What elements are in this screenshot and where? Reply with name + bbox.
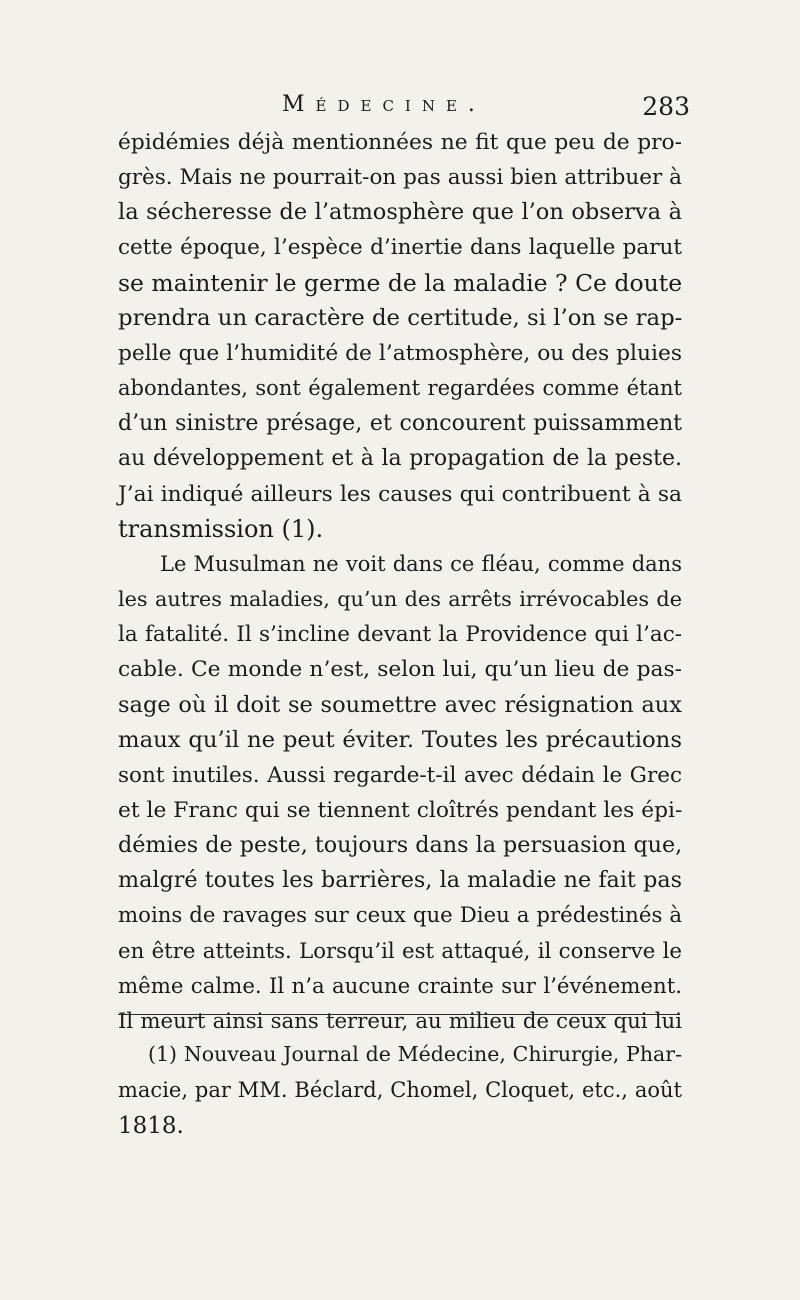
text-line: malgré toutes les barrières, la maladie ne fait pas (118, 867, 682, 894)
text-line: sont inutiles. Aussi regarde-t-il avec dédain le Grec (118, 762, 682, 788)
text-line: d’un sinistre présage, et concourent puissamment (118, 411, 682, 437)
text-line: Il meurt ainsi sans terreur, au milieu de ceux qui lui (118, 1008, 682, 1034)
footnote-line: 1818. (118, 1113, 184, 1139)
text-line: prendra un caractère de certitude, si l’on se rap- (118, 304, 683, 331)
footnote-line: (1) Nouveau Journal de Médecine, Chirurgie, Phar- (148, 1042, 682, 1066)
footnote (118, 1036, 682, 1144)
running-title: Médecine. (282, 92, 486, 117)
text-line: moins de ravages sur ceux que Dieu a prédestinés à (118, 903, 682, 929)
text-line: les autres maladies, qu’un des arrêts irrévocables de (118, 587, 682, 612)
text-line: J’ai indiqué ailleurs les causes qui contribuent à sa (118, 481, 682, 507)
text-line: démies de peste, toujours dans la persuasion que, (118, 832, 683, 859)
page-number: 283 (642, 92, 690, 121)
text-line: cable. Ce monde n’est, selon lui, qu’un lieu de pas- (118, 657, 682, 683)
text-line: se maintenir le germe de la maladie ? Ce doute (118, 268, 683, 297)
text-line: transmission (1). (118, 514, 324, 543)
text-line: la fatalité. Il s’incline devant la Providence qui l’ac- (118, 622, 682, 648)
footnote-divider (118, 1014, 680, 1015)
text-line: en être atteints. Lorsqu’il est attaqué, il conserve le (118, 938, 682, 964)
text-line: pelle que l’humidité de l’atmosphère, ou des pluies (118, 340, 682, 366)
text-line: et le Franc qui se tiennent cloîtrés pendant les épi- (118, 797, 683, 823)
paragraph-start-line: Le Musulman ne voit dans ce fléau, comme dans (160, 551, 682, 576)
footnote-line: macie, par MM. Béclard, Chomel, Cloquet, etc., août (118, 1078, 682, 1102)
text-line: maux qu’il ne peut éviter. Toutes les précautions (118, 726, 682, 753)
text-line: au développement et à la propagation de la peste. (118, 446, 682, 472)
text-line: abondantes, sont également regardées comme étant (118, 376, 682, 401)
text-line: la sécheresse de l’atmosphère que l’on observa à (118, 199, 682, 226)
text-line: sage où il doit se soumettre avec résignation aux (118, 691, 682, 718)
text-line: cette époque, l’espèce d’inertie dans laquelle parut (118, 235, 682, 261)
main-text (118, 125, 682, 1039)
text-line: grès. Mais ne pourrait-on pas aussi bien attribuer à (118, 165, 682, 191)
text-line: même calme. Il n’a aucune crainte sur l’événement. (118, 973, 682, 999)
text-line: épidémies déjà mentionnées ne fit que peu de pro- (118, 130, 682, 155)
